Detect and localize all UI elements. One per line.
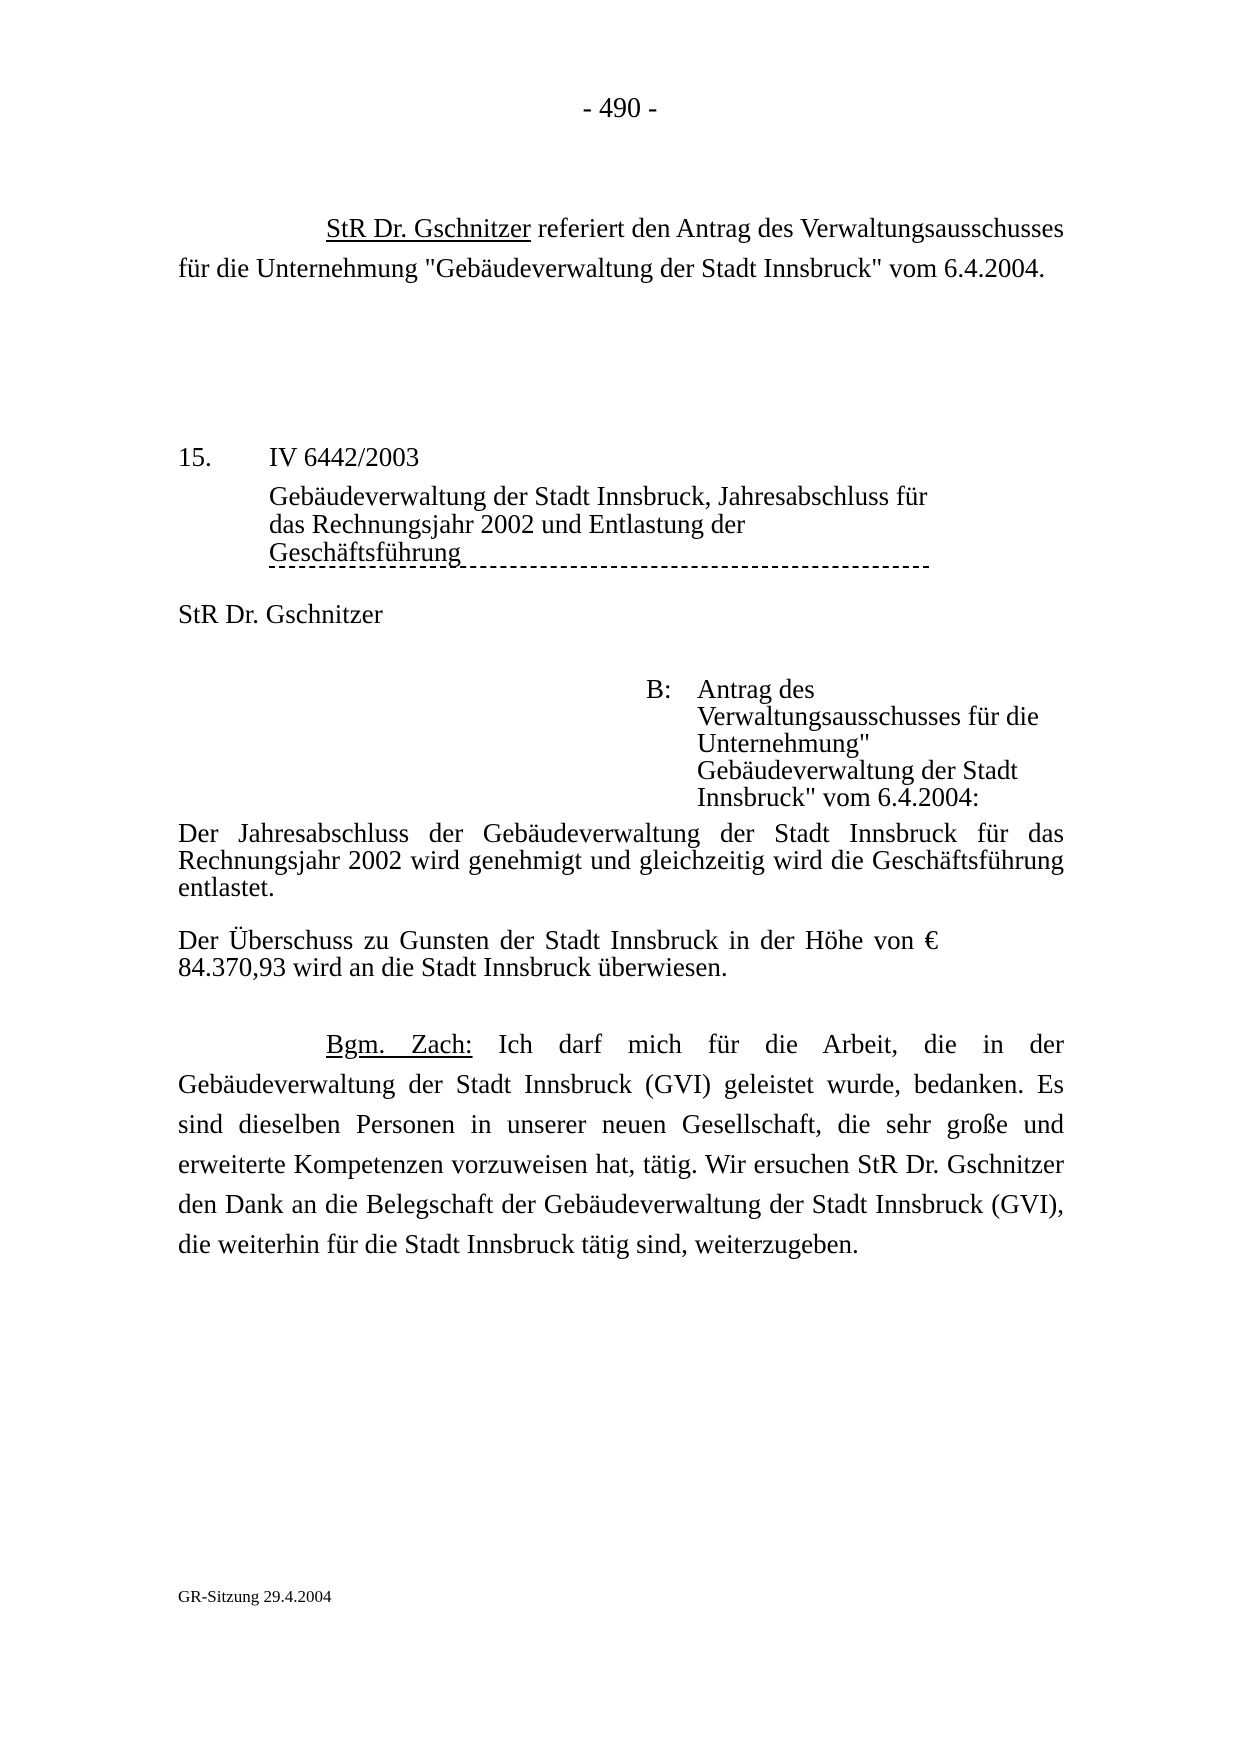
page-number: - 490 - xyxy=(582,93,658,124)
closing-text: Ich darf mich für die Arbeit, die in der Gebäudeverwaltung der Stadt Innsbruck (GVI) geleistet wurde, bedanken. Es sind dieselben Personen in unserer neuen Gesellschaft, die sehr große und erweiterte Kompetenzen vorzuweisen hat, tätig. Wir ersuchen StR Dr. Gschnitzer den Dank an die Belegschaft der Gebäudeverwaltung der Stadt Innsbruck (GVI), die weiterhin für die Stadt Innsbruck tätig sind, weiterzugeben. xyxy=(178,1029,1064,1259)
intro-text: referiert den Antrag des Verwaltungsausschusses für die Unternehmung "Gebäudeverwaltung der Stadt Innsbruck" vom 6.4.2004. xyxy=(178,213,1064,283)
intro-speaker: StR Dr. Gschnitzer xyxy=(326,213,531,243)
agenda-item-reference: IV 6442/2003 xyxy=(269,442,420,472)
agenda-item-subject: Gebäudeverwaltung der Stadt Innsbruck, Jahresabschluss für das Rechnungsjahr 2002 und Entlastung der Geschäftsführung xyxy=(269,481,928,567)
closing-speaker: Bgm. Zach: xyxy=(326,1029,473,1059)
closing-paragraph xyxy=(178,1024,1064,1264)
footer-session: GR-Sitzung 29.4.2004 xyxy=(178,1587,332,1606)
dashed-divider xyxy=(269,566,929,570)
resolution-paragraph-2: Der Überschuss zu Gunsten der Stadt Innsbruck in der Höhe von € 84.370,93 wird an die Stadt Innsbruck überwiesen. xyxy=(178,925,938,982)
resolution-paragraph-1: Der Jahresabschluss der Gebäudeverwaltung der Stadt Innsbruck für das Rechnungsjahr 2002 wird genehmigt und gleichzeitig wird die Geschäftsführung entlastet. xyxy=(178,818,1064,902)
agenda-item-rapporteur: StR Dr. Gschnitzer xyxy=(178,599,383,629)
motion-text: Antrag des Verwaltungsausschusses für die Unternehmung" Gebäudeverwaltung der Stadt Innsbruck" vom 6.4.2004: xyxy=(697,674,1039,812)
intro-paragraph xyxy=(178,208,1064,288)
agenda-item-number: 15. xyxy=(178,442,212,472)
motion-label: B: xyxy=(646,674,672,704)
